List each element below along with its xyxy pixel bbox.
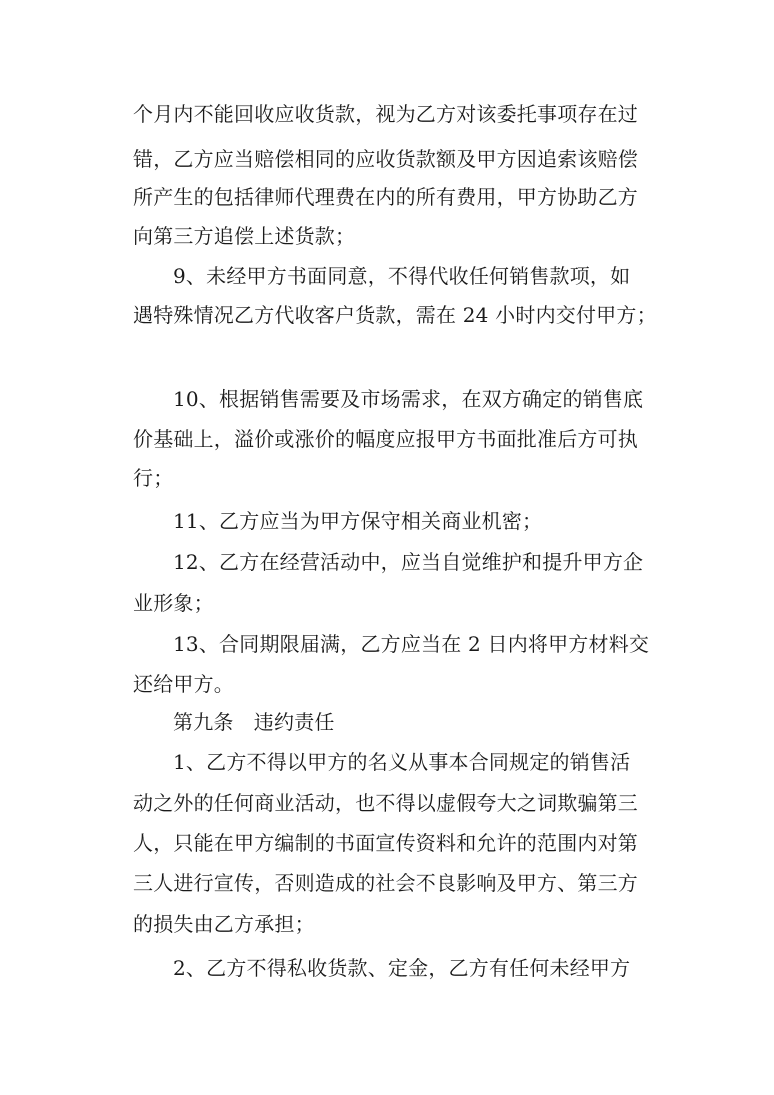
paragraph-line: 9、未经甲方书面同意，不得代收任何销售款项，如 (173, 264, 631, 288)
text-line: 业形象； (133, 591, 214, 615)
text-line: 的损失由乙方承担； (133, 912, 315, 936)
section-heading: 第九条 违约责任 (173, 710, 335, 734)
paragraph-line: 2、乙方不得私收货款、定金，乙方有任何未经甲方 (173, 956, 631, 980)
text-line: 动之外的任何商业活动，也不得以虚假夸大之词欺骗第三 (133, 791, 638, 815)
text-line: 人，只能在甲方编制的书面宣传资料和允许的范围内对第 (133, 831, 638, 855)
text-line: 向第三方追偿上述货款； (133, 224, 356, 248)
text-line: 价基础上，溢价或涨价的幅度应报甲方书面批准后方可执 (133, 427, 638, 451)
paragraph-line: 13、合同期限届满，乙方应当在 2 日内将甲方材料交 (173, 632, 650, 656)
text-line: 所产生的包括律师代理费在内的所有费用，甲方协助乙方 (133, 185, 638, 209)
paragraph-line: 10、根据销售需要及市场需求，在双方确定的销售底 (173, 387, 644, 411)
text-line: 行； (133, 466, 174, 490)
text-line: 错，乙方应当赔偿相同的应收货款额及甲方因追索该赔偿 (133, 147, 638, 171)
paragraph-line: 12、乙方在经营活动中，应当自觉维护和提升甲方企 (173, 550, 644, 574)
text-line: 三人进行宣传，否则造成的社会不良影响及甲方、第三方 (133, 871, 638, 895)
text-line: 还给甲方。 (133, 672, 234, 696)
text-line: 遇特殊情况乙方代收客户货款，需在 24 小时内交付甲方； (133, 303, 657, 327)
paragraph-line: 11、乙方应当为甲方保守相关商业机密； (173, 509, 543, 533)
paragraph-line: 1、乙方不得以甲方的名义从事本合同规定的销售活 (173, 750, 631, 774)
text-line: 个月内不能回收应收货款，视为乙方对该委托事项存在过 (133, 102, 638, 126)
